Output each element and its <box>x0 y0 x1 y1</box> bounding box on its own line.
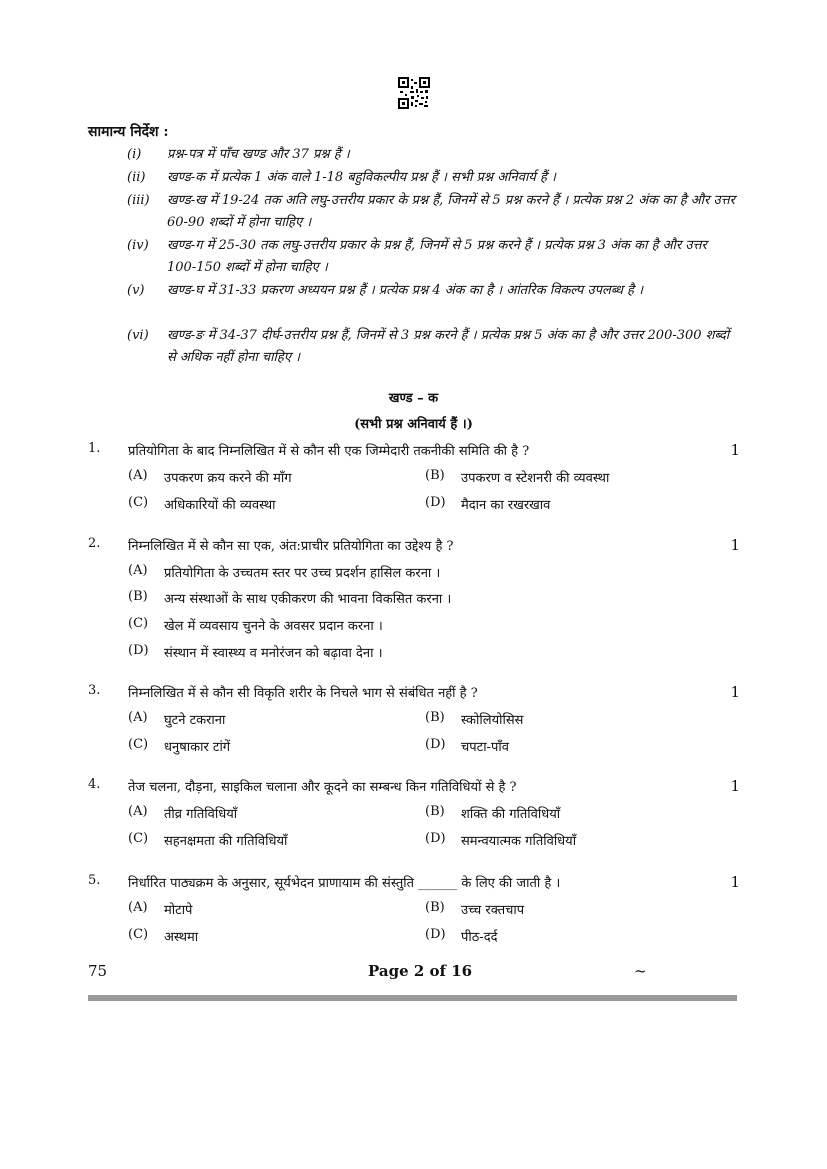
option-text: उपकरण व स्टेशनरी की व्यवस्था <box>461 471 610 486</box>
option-text: अधिकारियों की व्यवस्था <box>164 498 276 513</box>
option-text: मोटापे <box>164 903 193 918</box>
option-text: संस्थान में स्वास्थ्य व मनोरंजन को बढ़ावा देना । <box>164 646 383 661</box>
option-label: (A) <box>128 900 148 915</box>
option-text: समन्वयात्मक गतिविधियाँ <box>461 834 577 849</box>
instruction-item <box>127 144 739 166</box>
question-marks: 1 <box>730 683 740 701</box>
general-instructions-title: सामान्य निर्देश : <box>88 124 169 140</box>
instruction-number: (ii) <box>127 170 146 185</box>
option-text: खेल में व्यवसाय चुनने के अवसर प्रदान करना । <box>164 619 383 634</box>
question-text: निम्नलिखित में से कौन सा एक, अंत:प्राचीर प्रतियोगिता का उद्देश्य है ? <box>128 539 454 554</box>
instruction-text: खण्ड-ङ में 34-37 दीर्घ-उत्तरीय प्रश्न हैं, जिनमें से 3 प्रश्न करने हैं । प्रत्येक प्रश्न 5 अंक का है और उत्तर 200-300 शब्दों से अधिक नहीं होना चाहिए । <box>167 328 730 365</box>
option-text: शक्ति की गतिविधियाँ <box>461 807 561 822</box>
option-label: (C) <box>128 927 149 942</box>
option-text: अस्थमा <box>164 930 199 945</box>
option-label: (A) <box>128 804 148 819</box>
option-label: (B) <box>425 804 445 819</box>
paper-code: 75 <box>88 962 108 980</box>
instruction-item <box>127 325 739 369</box>
question-text: प्रतियोगिता के बाद निम्नलिखित में से कौन सी एक जिम्मेदारी तकनीकी समिति की है ? <box>128 444 530 459</box>
question-number: 5. <box>88 873 101 888</box>
option-text: उच्च रक्तचाप <box>461 903 525 918</box>
question-marks: 1 <box>730 777 740 795</box>
option-text: स्कोलियोसिस <box>461 713 524 728</box>
option-label: (B) <box>425 710 445 725</box>
option-text: घुटने टकराना <box>164 713 226 728</box>
option-label: (A) <box>128 468 148 483</box>
instruction-number: (vi) <box>127 328 149 343</box>
qr-code-icon <box>398 77 430 109</box>
question-number: 3. <box>88 683 101 698</box>
option-label: (D) <box>425 737 446 752</box>
instruction-item <box>127 235 739 279</box>
option-label: (D) <box>425 495 446 510</box>
footer-rule <box>88 995 737 1001</box>
instruction-text: खण्ड-ग में 25-30 तक लघु-उत्तरीय प्रकार के प्रश्न हैं, जिनमें से 5 प्रश्न करने हैं । प्रत्येक प्रश्न 3 अंक का है और उत्तर 100-150 शब्दों में होना चाहिए । <box>167 238 707 275</box>
question-text: निम्नलिखित में से कौन सी विकृति शरीर के निचले भाग से संबंधित नहीं है ? <box>128 686 478 701</box>
instruction-item <box>127 190 739 234</box>
question-number: 4. <box>88 777 101 792</box>
question-number: 2. <box>88 536 101 551</box>
option-text: प्रतियोगिता के उच्चतम स्तर पर उच्च प्रदर्शन हासिल करना । <box>164 566 441 581</box>
option-text: तीव्र गतिविधियाँ <box>164 807 238 822</box>
option-text: सहनक्षमता की गतिविधियाँ <box>164 834 288 849</box>
option-label: (B) <box>425 468 445 483</box>
option-text: चपटा-पाँव <box>461 740 509 755</box>
instruction-text: प्रश्न-पत्र में पाँच खण्ड और 37 प्रश्न हैं । <box>167 147 350 162</box>
option-label: (C) <box>128 737 149 752</box>
option-label: (D) <box>425 927 446 942</box>
option-label: (B) <box>425 900 445 915</box>
instruction-text: खण्ड-घ में 31-33 प्रकरण अध्ययन प्रश्न हैं । प्रत्येक प्रश्न 4 अंक का है । आंतरिक विकल्प उपलब्ध है । <box>167 283 644 298</box>
page-number: Page 2 of 16 <box>368 962 473 980</box>
option-text: धनुषाकार टांगें <box>164 740 231 755</box>
instruction-number: (iii) <box>127 193 150 208</box>
option-text: मैदान का रखरखाव <box>461 498 551 513</box>
option-label: (C) <box>128 616 149 631</box>
question-marks: 1 <box>730 441 740 459</box>
question-text: तेज चलना, दौड़ना, साइकिल चलाना और कूदने का सम्बन्ध किन गतिविधियों से है ? <box>128 780 517 795</box>
question-marks: 1 <box>730 536 740 554</box>
instruction-item <box>127 167 739 189</box>
instruction-number: (iv) <box>127 238 149 253</box>
option-text: पीठ-दर्द <box>461 930 498 945</box>
option-label: (B) <box>128 589 148 604</box>
section-title: खण्ड – क <box>388 391 439 406</box>
option-label: (D) <box>425 831 446 846</box>
instruction-text: खण्ड-क में प्रत्येक 1 अंक वाले 1-18 बहुविकल्पीय प्रश्न हैं । सभी प्रश्न अनिवार्य हैं । <box>167 170 556 185</box>
instruction-number: (i) <box>127 147 142 162</box>
footer-mark: ~ <box>634 962 647 980</box>
option-label: (A) <box>128 710 148 725</box>
option-text: अन्य संस्थाओं के साथ एकीकरण की भावना विकसित करना । <box>164 592 452 607</box>
instruction-item <box>127 280 739 302</box>
question-marks: 1 <box>730 873 740 891</box>
instruction-number: (v) <box>127 283 145 298</box>
option-label: (D) <box>128 643 149 658</box>
question-number: 1. <box>88 441 101 456</box>
option-label: (C) <box>128 495 149 510</box>
section-subtitle: (सभी प्रश्न अनिवार्य हैं ।) <box>354 417 473 432</box>
option-label: (C) <box>128 831 149 846</box>
question-text: निर्धारित पाठ्यक्रम के अनुसार, सूर्यभेदन प्राणायाम की संस्तुति ______ के लिए की जाती है । <box>128 876 561 891</box>
option-label: (A) <box>128 563 148 578</box>
option-text: उपकरण क्रय करने की माँग <box>164 471 292 486</box>
instruction-text: खण्ड-ख में 19-24 तक अति लघु-उत्तरीय प्रकार के प्रश्न हैं, जिनमें से 5 प्रश्न करने हैं । प्रत्येक प्रश्न 2 अंक का है और उत्तर 60-90 शब्दों में होना चाहिए । <box>167 193 735 230</box>
